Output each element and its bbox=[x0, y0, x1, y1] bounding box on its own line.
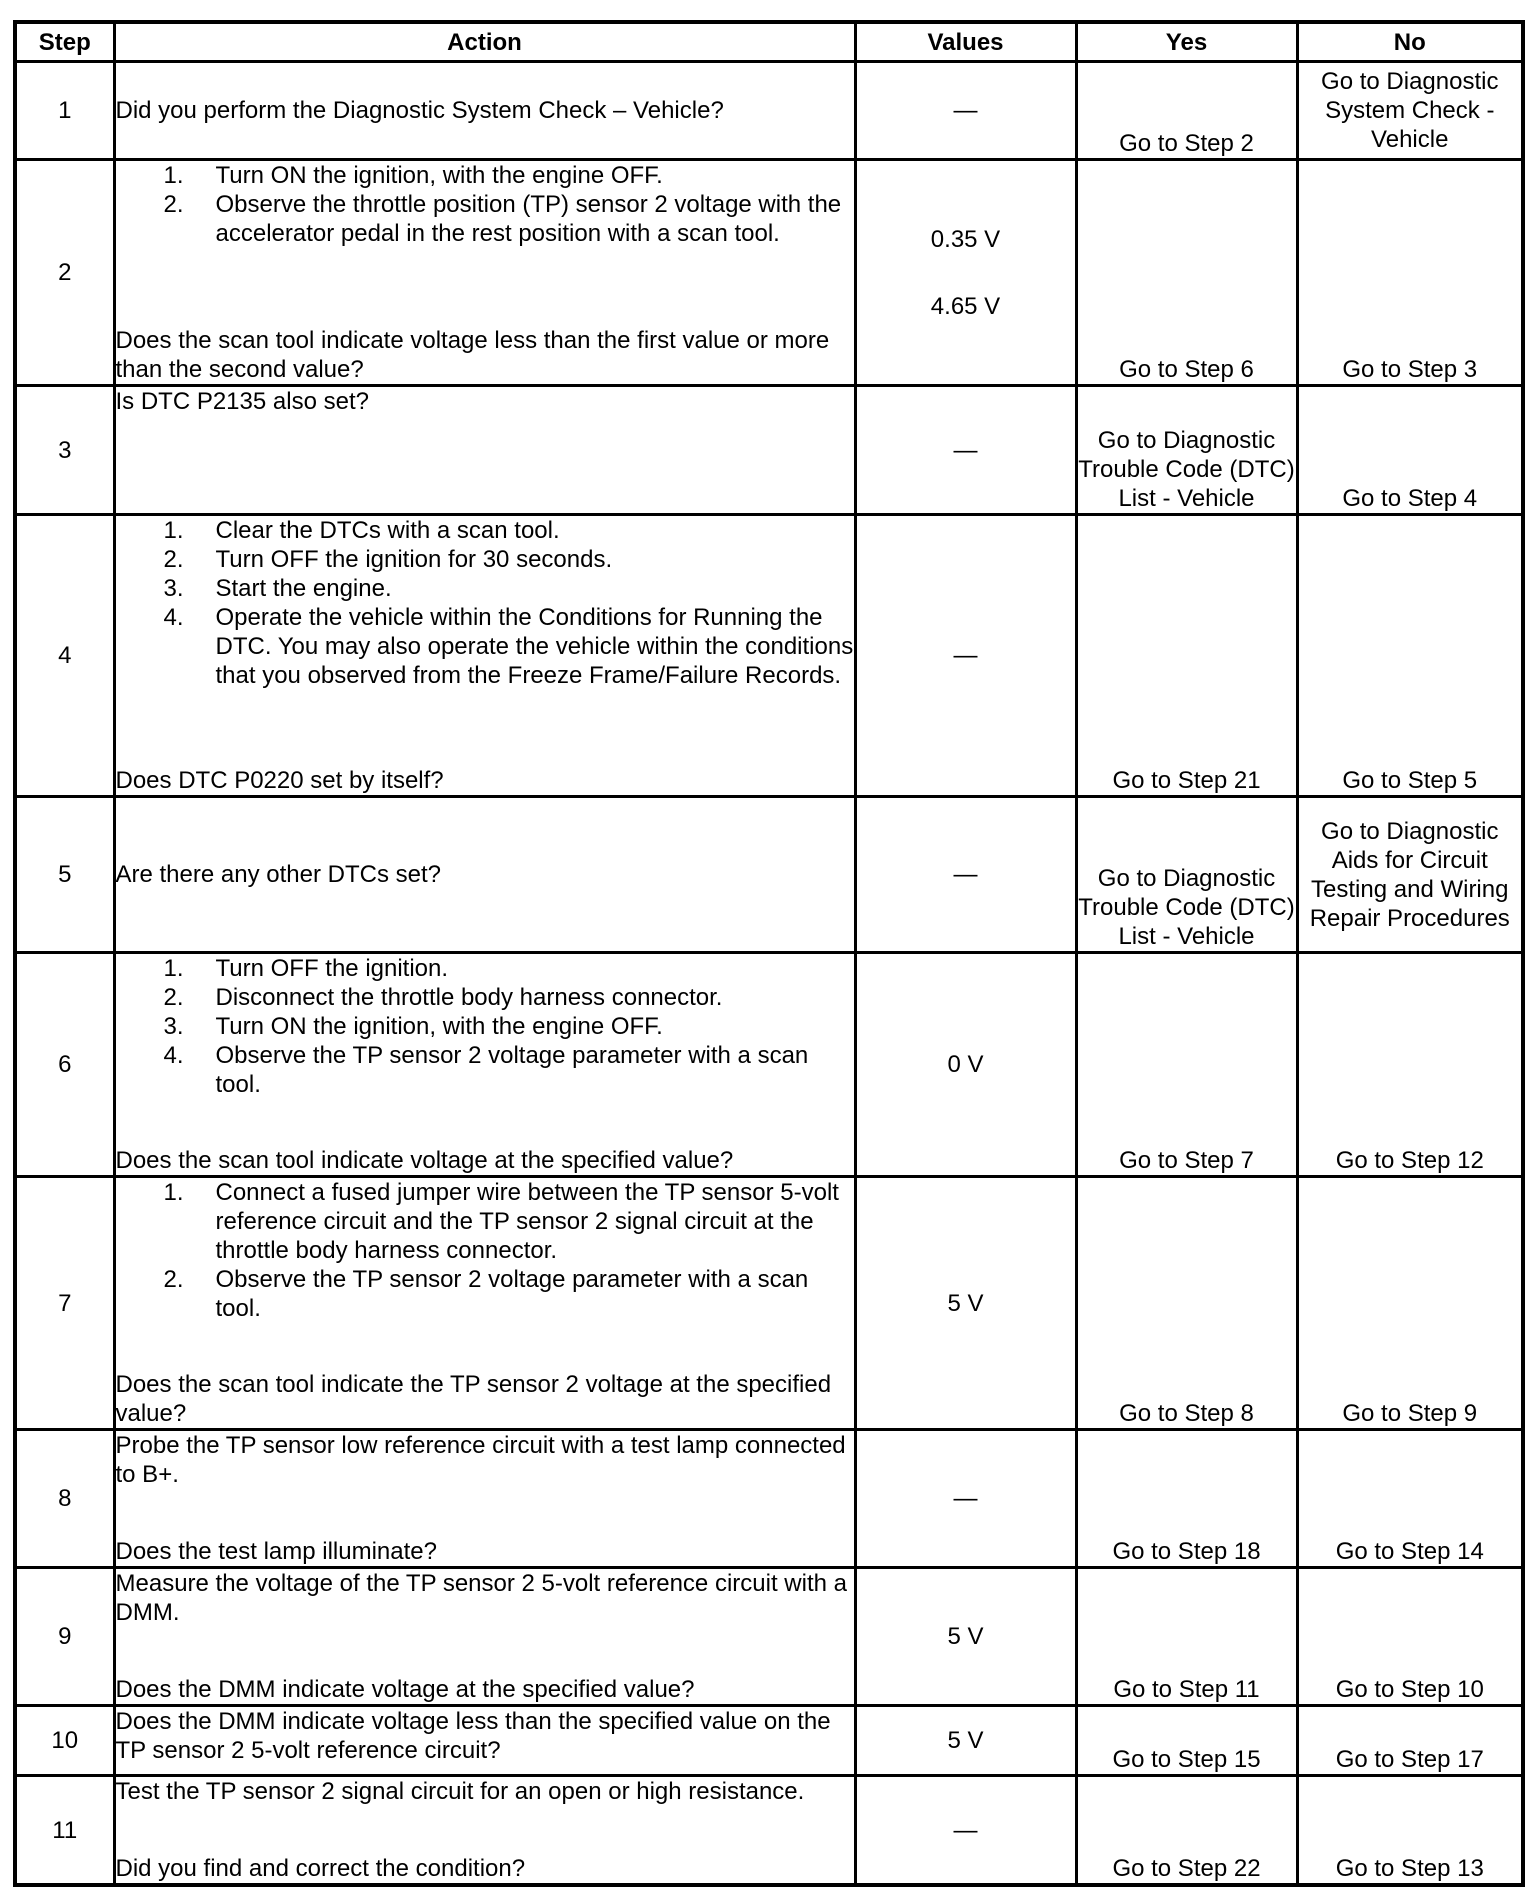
yes-cell: Go to Step 7 bbox=[1076, 953, 1297, 1177]
header-yes: Yes bbox=[1076, 22, 1297, 62]
action-step: 2. Turn OFF the ignition for 30 seconds. bbox=[163, 545, 613, 573]
action-steps bbox=[116, 161, 854, 248]
values-cell bbox=[855, 386, 1076, 514]
diagnostic-table bbox=[13, 20, 1525, 1887]
action-step: 4. Operate the vehicle within the Conditions for Running the DTC. You may also operate the vehicle within the conditions that you observed from the Freeze Frame/Failure Records. bbox=[163, 603, 854, 689]
no-cell: Go to Step 9 bbox=[1297, 1177, 1523, 1429]
header-action: Action bbox=[114, 22, 855, 62]
yes-cell: Go to Step 18 bbox=[1076, 1429, 1297, 1567]
no-cell: Go to Step 5 bbox=[1297, 514, 1523, 796]
action-cell bbox=[114, 62, 855, 160]
step-number: 2 bbox=[15, 160, 114, 386]
values-cell bbox=[855, 62, 1076, 160]
action-cell bbox=[114, 1776, 855, 1885]
values-cell bbox=[855, 514, 1076, 796]
no-cell: Go to Step 12 bbox=[1297, 953, 1523, 1177]
value: — bbox=[953, 436, 978, 464]
table-row bbox=[15, 953, 1523, 1177]
yes-cell: Go to Step 2 bbox=[1076, 62, 1297, 160]
values-cell bbox=[855, 1776, 1076, 1885]
no-cell: Go to Step 14 bbox=[1297, 1429, 1523, 1567]
header-step: Step bbox=[15, 22, 114, 62]
yes-cell: Go to Step 21 bbox=[1076, 514, 1297, 796]
value-min: 0.35 V bbox=[930, 225, 1001, 253]
value: — bbox=[953, 1484, 978, 1512]
header-no: No bbox=[1297, 22, 1523, 62]
action-instruction: Test the TP sensor 2 signal circuit for an open or high resistance. bbox=[115, 1778, 805, 1806]
no-cell: Go to Step 3 bbox=[1297, 160, 1523, 386]
values-cell bbox=[855, 796, 1076, 952]
action-cell bbox=[114, 514, 855, 796]
header-row bbox=[15, 22, 1523, 62]
value: 5 V bbox=[947, 1289, 984, 1317]
table-row bbox=[15, 514, 1523, 796]
action-cell bbox=[114, 796, 855, 952]
action-cell bbox=[114, 160, 855, 386]
values-cell bbox=[855, 1568, 1076, 1706]
yes-cell: Go to Diagnostic Trouble Code (DTC) List - Vehicle bbox=[1076, 386, 1297, 514]
action-step: 1. Connect a fused jumper wire between the TP sensor 5-volt reference circuit and the TP sensor 2 signal circuit at the throttle body harness connector. bbox=[163, 1179, 839, 1265]
action-step: 3. Turn ON the ignition, with the engine OFF. bbox=[163, 1013, 663, 1041]
table-row bbox=[15, 386, 1523, 514]
values-cell bbox=[855, 160, 1076, 386]
table-row bbox=[15, 1429, 1523, 1567]
action-instruction: Probe the TP sensor low reference circuit with a test lamp connected to B+. bbox=[115, 1431, 846, 1488]
step-number: 4 bbox=[15, 514, 114, 796]
step-number: 7 bbox=[15, 1177, 114, 1429]
action-step: 4. Observe the TP sensor 2 voltage parameter with a scan tool. bbox=[163, 1042, 809, 1099]
value: 0 V bbox=[947, 1051, 984, 1079]
action-question: Does DTC P0220 set by itself? bbox=[115, 766, 444, 794]
value-max: 4.65 V bbox=[930, 292, 1001, 320]
action-question: Does the scan tool indicate voltage less than the first value or more than the second value? bbox=[115, 327, 830, 384]
no-cell: Go to Diagnostic Aids for Circuit Testing and Wiring Repair Procedures bbox=[1297, 796, 1523, 952]
action-question: Does the scan tool indicate the TP sensor 2 voltage at the specified value? bbox=[115, 1370, 832, 1427]
action-cell bbox=[114, 1429, 855, 1567]
table-row bbox=[15, 1177, 1523, 1429]
value: — bbox=[953, 1816, 978, 1844]
action-steps bbox=[116, 1178, 854, 1323]
action-step: 2. Disconnect the throttle body harness connector. bbox=[163, 984, 723, 1012]
header-values: Values bbox=[855, 22, 1076, 62]
action-cell bbox=[114, 1177, 855, 1429]
action-cell bbox=[114, 1706, 855, 1776]
action-question: Does the test lamp illuminate? bbox=[115, 1538, 437, 1565]
yes-cell: Go to Step 6 bbox=[1076, 160, 1297, 386]
action-step: 2. Observe the TP sensor 2 voltage parameter with a scan tool. bbox=[163, 1266, 809, 1323]
table-row bbox=[15, 796, 1523, 952]
action-step: 1. Clear the DTCs with a scan tool. bbox=[163, 516, 560, 544]
step-number: 11 bbox=[15, 1776, 114, 1885]
action-steps bbox=[116, 516, 854, 690]
no-cell: Go to Step 13 bbox=[1297, 1776, 1523, 1885]
action-step: 3. Start the engine. bbox=[163, 574, 392, 602]
action-cell bbox=[114, 386, 855, 514]
action-step: 1. Turn OFF the ignition. bbox=[163, 955, 449, 983]
values-cell bbox=[855, 1706, 1076, 1776]
table-row bbox=[15, 1568, 1523, 1706]
action-step: 2. Observe the throttle position (TP) sensor 2 voltage with the accelerator pedal in the rest position with a scan tool. bbox=[163, 191, 842, 248]
step-number: 9 bbox=[15, 1568, 114, 1706]
table-row bbox=[15, 1706, 1523, 1776]
yes-cell: Go to Step 8 bbox=[1076, 1177, 1297, 1429]
values-cell bbox=[855, 1429, 1076, 1567]
action-question: Does the DMM indicate voltage less than the specified value on the TP sensor 2 5-volt reference circuit? bbox=[115, 1708, 831, 1765]
action-question: Does the scan tool indicate voltage at the specified value? bbox=[115, 1147, 734, 1175]
action-question: Are there any other DTCs set? bbox=[115, 861, 441, 889]
action-question: Does the DMM indicate voltage at the specified value? bbox=[115, 1676, 695, 1704]
values-cell bbox=[855, 1177, 1076, 1429]
no-cell: Go to Step 10 bbox=[1297, 1568, 1523, 1706]
table-row bbox=[15, 1776, 1523, 1885]
value: — bbox=[953, 641, 978, 669]
action-question: Did you perform the Diagnostic System Check – Vehicle? bbox=[115, 97, 724, 125]
no-cell: Go to Step 17 bbox=[1297, 1706, 1523, 1776]
action-cell bbox=[114, 953, 855, 1177]
action-steps bbox=[116, 954, 854, 1099]
action-instruction: Measure the voltage of the TP sensor 2 5-volt reference circuit with a DMM. bbox=[115, 1570, 847, 1626]
table-row bbox=[15, 160, 1523, 386]
action-step: 1. Turn ON the ignition, with the engine OFF. bbox=[163, 162, 663, 190]
table-row bbox=[15, 62, 1523, 160]
yes-cell: Go to Step 15 bbox=[1076, 1706, 1297, 1776]
action-question: Did you find and correct the condition? bbox=[115, 1855, 526, 1882]
yes-cell: Go to Step 11 bbox=[1076, 1568, 1297, 1706]
no-cell: Go to Diagnostic System Check - Vehicle bbox=[1297, 62, 1523, 160]
step-number: 3 bbox=[15, 386, 114, 514]
step-number: 8 bbox=[15, 1429, 114, 1567]
value: — bbox=[953, 97, 978, 125]
action-question: Is DTC P2135 also set? bbox=[115, 388, 369, 416]
value: 5 V bbox=[947, 1623, 984, 1651]
values-cell bbox=[855, 953, 1076, 1177]
action-cell bbox=[114, 1568, 855, 1706]
step-number: 6 bbox=[15, 953, 114, 1177]
value: — bbox=[953, 861, 978, 889]
yes-cell: Go to Step 22 bbox=[1076, 1776, 1297, 1885]
yes-cell: Go to Diagnostic Trouble Code (DTC) List - Vehicle bbox=[1076, 796, 1297, 952]
no-cell: Go to Step 4 bbox=[1297, 386, 1523, 514]
step-number: 10 bbox=[15, 1706, 114, 1776]
value: 5 V bbox=[947, 1727, 984, 1755]
step-number: 5 bbox=[15, 796, 114, 952]
step-number: 1 bbox=[15, 62, 114, 160]
